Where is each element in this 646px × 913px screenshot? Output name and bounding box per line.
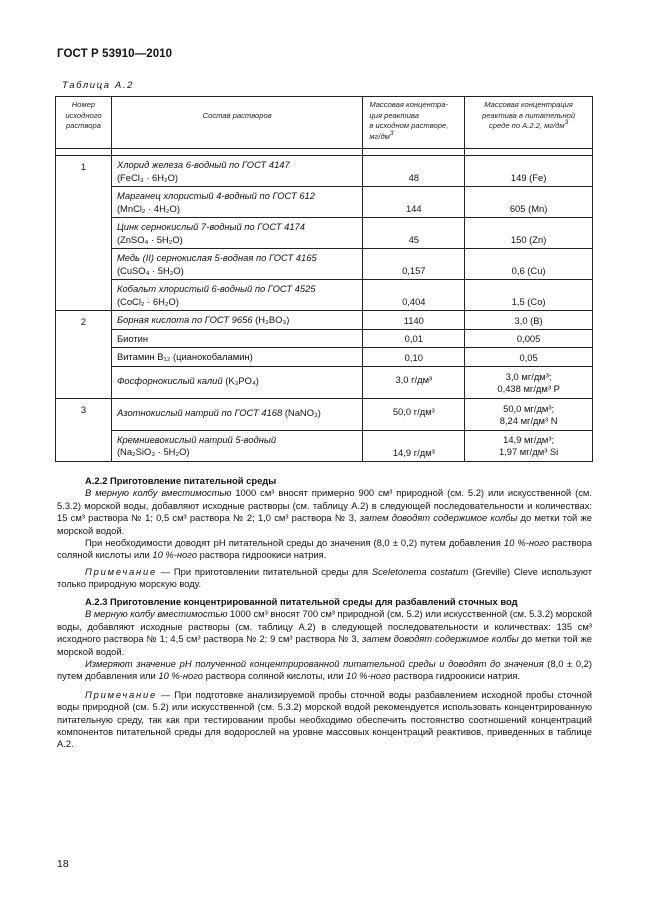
table-row: 2 Борная кислота по ГОСТ 9656 (H₃BO₃) 1140 3,0 (B) — [56, 311, 593, 330]
paragraph: При необходимости доводят pH питательной среды до значения (8,0 ± 0,2) путем добавления 10 %-ного раствора соляной кислоты или 10 %-ного раствора гидроокиси натрия. — [57, 537, 593, 561]
table-row: 3 Азотнокислый натрий по ГОСТ 4168 (NaNO₃) 50,0 г/дм³ 50,0 мг/дм³; 8,24 мг/дм³ N — [56, 398, 593, 430]
paragraph: Измеряют значение pH полученной концентрированной питательной среды и доводят до значения (8,0 ± 0,2) путем добавления или 10 %-ного раствора соляной кислоты, или 10 %-ного раствора гидроокиси натрия. — [57, 658, 592, 682]
section-a23-title: А.2.3 Приготовление концентрированной питательной среды для разбавлений сточных вод — [85, 596, 518, 607]
header-num: Номер исходного раствора — [56, 97, 112, 149]
solution-number: 3 — [56, 398, 112, 461]
header-composition: Состав растворов — [111, 97, 362, 149]
table-row: Витамин B₁₂ (цианокобаламин) 0,10 0,05 — [56, 348, 593, 367]
paragraph: В мерную колбу вместимостью 1000 см³ вносят 700 см³ природной (см. 5.2) или искусственной (см. 5.3.2) морской воды, добавляют исходные растворы (см. таблицу А.2) в следующей последовательности и количествах: 135 см³ исходного раствора № 1; 4,5 см³ раствора № 2; 9 см³ раствора № 3, затем доводят содержимое колбы до метки той же морской водой. — [57, 608, 592, 657]
table-row: Кремниевокислый натрий 5-водный (Na₂SiO₃ · 5H₂O) 14,9 г/дм³ 14,9 мг/дм³; 1,97 мг/дм³ Si — [56, 430, 593, 461]
solution-number: 1 — [56, 156, 112, 311]
reagents-table — [55, 96, 593, 462]
table-row: Фосфорнокислый калий (K₃PO₄) 3,0 г/дм³ 3,0 мг/дм³; 0,438 мг/дм³ P — [56, 366, 593, 398]
table-row: Кобальт хлористый 6-водный по ГОСТ 4525 (CoCl₂ · 6H₂O) 0,404 1,5 (Co) — [56, 280, 593, 311]
section-a23 — [57, 596, 592, 751]
header-mass-medium: Массовая концентрация реактива в питательной среде по А.2.2, $мг/дм^3$ — [465, 97, 593, 149]
note: Примечание — При подготовке анализируемой пробы сточной воды разбавлением исходной пробы сточной воды природной (см. 5.2) или искусственной (см. 5.3.2) морской водой рекомендуется использовать концентрированную питательную среду, так как при тестировании пробы необходимо обеспечить постоянство соотношений концентраций компонентов питательной среды для водорослей на уровне массовых концентраций реактивов, приведенных в таблице А.2. — [57, 688, 592, 750]
table-caption: Таблица А.2 — [62, 80, 134, 91]
note: Примечание — При приготовлении питательной среды для Sceletonema costatum (Greville) Cleve используют только природную морскую воду. — [57, 565, 592, 590]
solution-number: 2 — [56, 311, 112, 399]
document-header: ГОСТ Р 53910—2010 — [57, 48, 173, 60]
header-mass-source: Массовая концентра- ция реактива в исходном растворе, $мг/дм^3$ — [363, 97, 465, 149]
paragraph: В мерную колбу вместимостью 1000 см³ вносят примерно 900 см³ природной (см. 5.2) или искусственной (см. 5.3.2) морской воды, добавляют исходные растворы (см. таблицу А.2) в следующей последовательности и количествах: 15 см³ раствора № 1; 0,5 см³ раствора № 2; 1,0 см³ раствора № 3, затем доводят содержимое колбы до метки той же морской водой. — [57, 487, 592, 536]
section-a22-title: А.2.2 Приготовление питательной среды — [85, 475, 277, 486]
table-row: Марганец хлористый 4-водный по ГОСТ 612 (MnCl₂ · 4H₂O) 144 605 (Mn) — [56, 187, 593, 218]
table-header-row — [56, 97, 593, 149]
table-row: 1 Хлорид железа 6-водный по ГОСТ 4147 (FeCl₃ · 6H₂O) 48 149 (Fe) — [56, 156, 593, 187]
table-row: Биотин 0,01 0,005 — [56, 329, 593, 348]
table-row: Цинк сернокислый 7-водный по ГОСТ 4174 (ZnSO₄ · 5H₂O) 45 150 (Zn) — [56, 218, 593, 249]
table-row: Медь (II) сернокислая 5-водная по ГОСТ 4165 (CuSO₄ · 5H₂O) 0,157 0,6 (Cu) — [56, 249, 593, 280]
page-number: 18 — [57, 858, 69, 870]
section-a22 — [57, 475, 592, 591]
